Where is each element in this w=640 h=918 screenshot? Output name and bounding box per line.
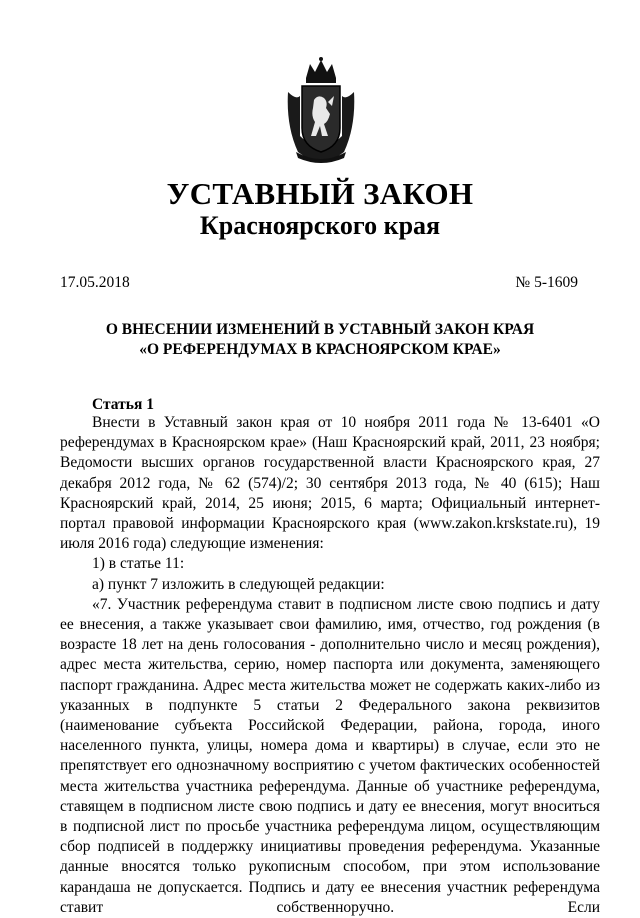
article-title: Статья 1 [92,396,154,413]
law-date: 17.05.2018 [60,274,130,291]
law-heading-line-1: О ВНЕСЕНИИ ИЗМЕНЕНИЙ В УСТАВНЫЙ ЗАКОН КРАЯ [105,321,535,338]
paragraph-item-1: 1) в статье 11: [92,555,185,573]
paragraph-intro: Внести в Уставный закон края от 10 ноября 2011 года № 13-6401 «О референдумах в Красноярском крае» (Наш Красноярский край, 2011, 23 ноября; Ведомости высших органов государственной власти Красноярского края, 27 декабря 2012 года, № 62 (574)/2; 30 сентября 2013 года, № 40 (615); Наш Красноярский край, 2014, 25 июня; 2015, 6 марта; Официальный интернет-портал правовой информации Красноярского края (www.zakon.krskstate.ru), 19 июля 2016 года) следующие изменения: [60,414,600,553]
coat-of-arms-icon [284,56,358,164]
law-number: № 5-1609 [515,274,578,291]
region-title: Красноярского края [199,211,441,240]
paragraph-item-a: а) пункт 7 изложить в следующей редакции: [92,575,385,593]
law-heading [0,320,640,360]
paragraph-point-7: «7. Участник референдума ставит в подписном листе свою подпись и дату ее внесения, а также указывает свои фамилию, имя, отчество, год рождения (в возрасте 18 лет на день голосования - дополнительно число и месяц рождения), адрес места жительства, серию, номер паспорта или документа, заменяющего паспорт гражданина. Адрес места жительства может не содержать каких-либо из указанных в подпункте 5 статьи 2 Федерального закона реквизитов (наименование субъекта Российской Федерации, района, города, иного населенного пункта, улицы, номера дома и квартиры) в случае, если это не препятствует его однозначному восприятию с учетом фактических особенностей места жительства участника референдума. Данные об участнике референдума, ставящем в подписном листе свою подпись и дату ее внесения, могут вноситься в подписной лист по просьбе участника референдума лицом, осуществляющим сбор подписей в поддержку инициативы проведения референдума. Указанные данные вносятся только рукописным способом, при этом использование карандаша не допускается. Подпись и дату ее внесения участник референдума ставит собственноручно. Если [60,595,600,916]
article-body [60,413,600,918]
law-type-title: УСТАВНЫЙ ЗАКОН [166,176,474,211]
law-heading-line-2: «О РЕФЕРЕНДУМАХ В КРАСНОЯРСКОМ КРАЕ» [139,341,501,358]
